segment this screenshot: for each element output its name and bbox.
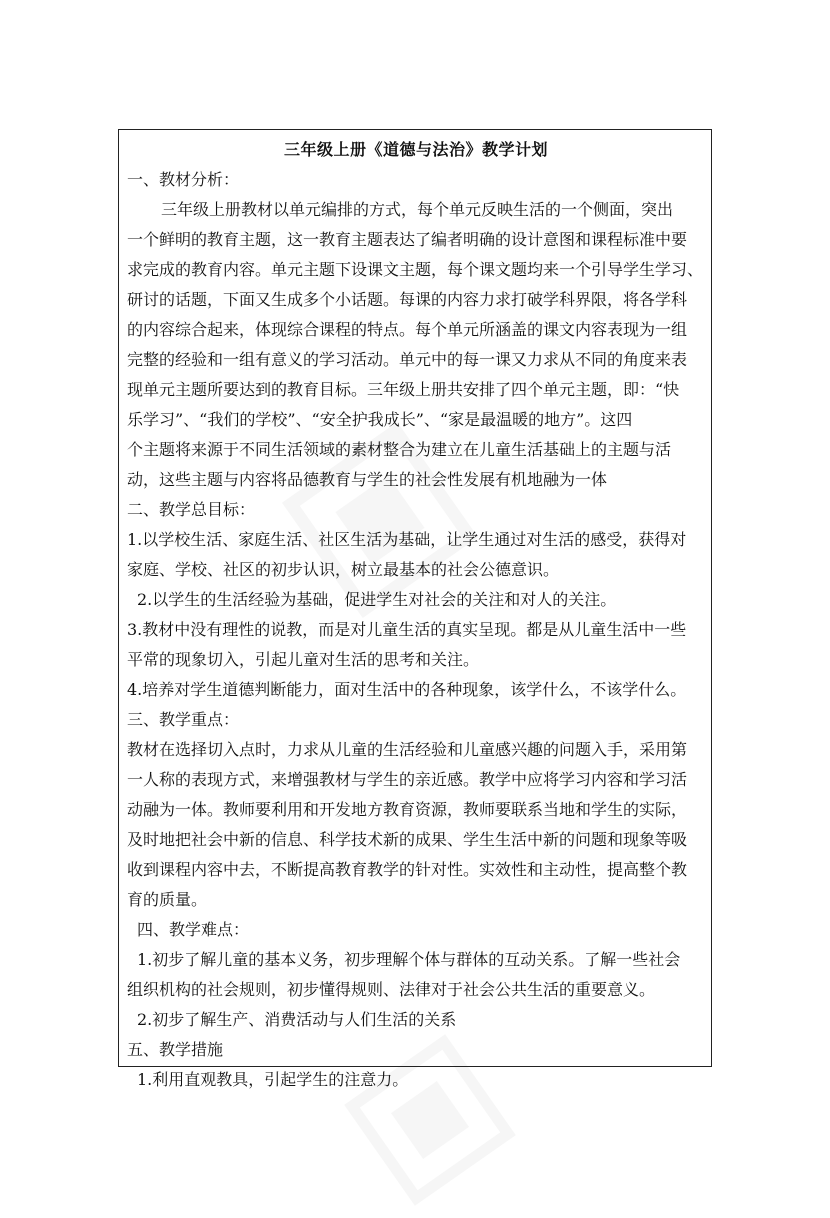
section-heading-measures: 五、教学措施 [127, 1040, 224, 1059]
analysis-line: 动，这些主题与内容将品德教育与学生的社会性发展有机地融为一体 [127, 470, 608, 489]
goals-line: 4.培养对学生道德判断能力，面对生活中的各种现象，该学什么，不该学什么。 [127, 680, 687, 699]
focus-line: 育的质量。 [127, 890, 208, 909]
analysis-line: 现单元主题所要达到的教育目标。三年级上册共安排了四个单元主题，即：“快 [127, 380, 680, 399]
analysis-line: 三年级上册教材以单元编排的方式，每个单元反映生活的一个侧面，突出 [161, 200, 674, 219]
analysis-line: 求完成的教育内容。单元主题下设课文主题，每个课文题均来一个引导学生学习、 [127, 260, 704, 279]
focus-line: 一人称的表现方式，来增强教材与学生的亲近感。教学中应将学习内容和学习活 [127, 770, 688, 789]
document-title: 三年级上册《道德与法治》教学计划 [283, 140, 548, 159]
section-heading-analysis: 一、教材分析： [127, 170, 240, 189]
section-heading-difficulty: 四、教学难点： [137, 920, 250, 939]
analysis-line: 乐学习”、“我们的学校”、“安全护我成长”、“家是最温暖的地方”。这四 [127, 410, 633, 429]
focus-line: 收到课程内容中去，不断提高教育教学的针对性。实效性和主动性，提高整个教 [127, 860, 688, 879]
analysis-line: 研讨的话题，下面又生成多个小话题。每课的内容力求打破学科界限，将各学科 [127, 290, 688, 309]
analysis-line: 个主题将来源于不同生活领域的素材整合为建立在儿童生活基础上的主题与活 [127, 440, 672, 459]
difficulty-line: 1.初步了解儿童的基本义务，初步理解个体与群体的互动关系。了解一些社会 [137, 950, 681, 969]
goals-line: 平常的现象切入，引起儿童对生活的思考和关注。 [127, 650, 480, 669]
measures-line: 1.利用直观教具，引起学生的注意力。 [137, 1070, 409, 1089]
difficulty-line: 2.初步了解生产、消费活动与人们生活的关系 [137, 1010, 457, 1029]
focus-line: 动融为一体。教师要利用和开发地方教育资源，教师要联系当地和学生的实际， [127, 800, 688, 819]
difficulty-line: 组织机构的社会规则，初步懂得规则、法律对于社会公共生活的重要意义。 [127, 980, 656, 999]
focus-line: 及时地把社会中新的信息、科学技术新的成果、学生生活中新的问题和现象等吸 [127, 830, 688, 849]
focus-line: 教材在选择切入点时，力求从儿童的生活经验和儿童感兴趣的问题入手，采用第 [127, 740, 688, 759]
document-table-cell [118, 129, 712, 1089]
section-heading-goals: 二、教学总目标： [127, 500, 256, 519]
goals-line: 3.教材中没有理性的说教，而是对儿童生活的真实呈现。都是从儿童生活中一些 [127, 620, 687, 639]
analysis-line: 完整的经验和一组有意义的学习活动。单元中的每一课又力求从不同的角度来表 [127, 350, 688, 369]
goals-line: 2.以学生的生活经验为基础，促进学生对社会的关注和对人的关注。 [137, 590, 617, 609]
goals-line: 1.以学校生活、家庭生活、社区生活为基础，让学生通过对生活的感受，获得对 [127, 530, 687, 549]
goals-line: 家庭、学校、社区的初步认识，树立最基本的社会公德意识。 [127, 560, 560, 579]
analysis-line: 一个鲜明的教育主题，这一教育主题表达了编者明确的设计意图和课程标准中要 [127, 230, 688, 249]
section-heading-focus: 三、教学重点： [127, 710, 240, 729]
analysis-line: 的内容综合起来，体现综合课程的特点。每个单元所涵盖的课文内容表现为一组 [127, 320, 688, 339]
